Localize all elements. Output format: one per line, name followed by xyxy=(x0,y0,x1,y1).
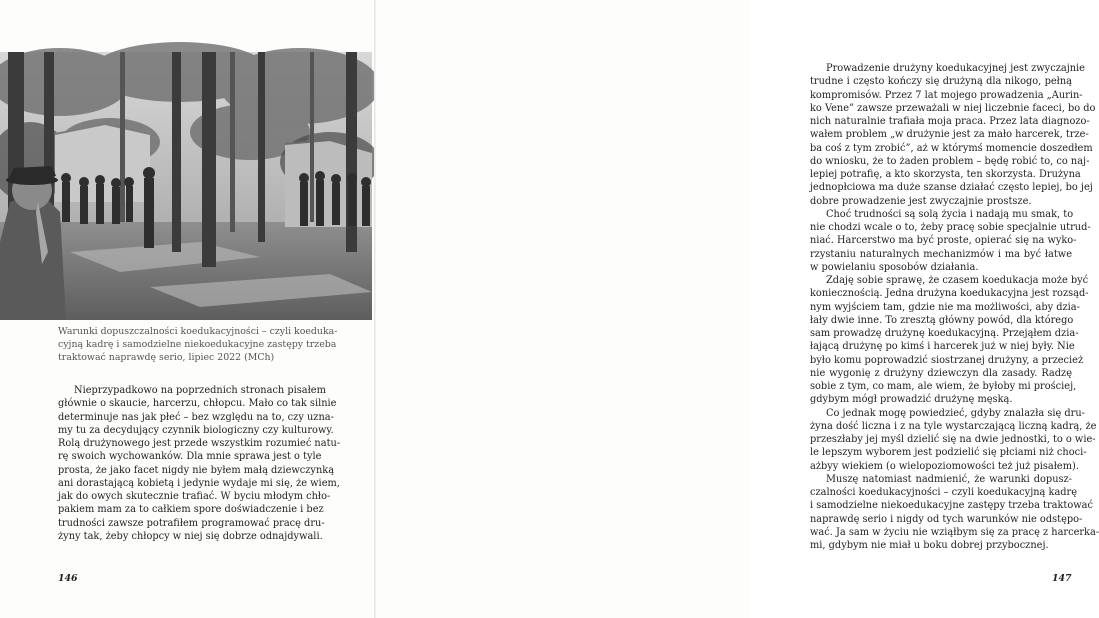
text-line: jak do owych skutecznie trafiać. W byciu młodym chło- xyxy=(58,491,331,502)
text-line: koniecznością. Jedna drużyna koedukacyjna jest rozsąd- xyxy=(810,288,1089,300)
text-line: rę swoich wychowanków. Dla mnie sprawa jest o tyle xyxy=(58,451,322,463)
right-page xyxy=(376,0,1099,618)
text-line: naprawdę serio i nigdy od tych warunków nie odstępo- xyxy=(810,513,1083,525)
page-number-right: 147 xyxy=(1052,573,1072,584)
text-line: niać. Harcerstwo ma być proste, opierać się na wyko- xyxy=(810,235,1077,247)
text-line: Zdaję sobie sprawę, że czasem koedukacja może być xyxy=(826,275,1089,286)
text-line: trudności zawsze potrafiłem programować pracę dru- xyxy=(58,517,325,529)
text-line: ani dorastającą kobietą i jedynie wydaje mi się, że wiem, xyxy=(58,477,340,489)
text-line: dobre prowadzenie jest zwyczajnie prostsze. xyxy=(810,195,1032,207)
text-line: my tu za decydujący czynnik biologiczny czy kulturowy. xyxy=(58,424,334,436)
text-line: nym wyjściem tam, gdzie nie ma możliwości, aby dzia- xyxy=(810,301,1080,313)
text-line: było komu poprowadzić siostrzanej drużyny, a przecież xyxy=(810,354,1084,366)
text-line: łały dwie inne. To zresztą główny powód, dla którego xyxy=(810,314,1074,326)
text-line: lepiej potrafię, a kto skorzysta, ten skorzysta. Drużyna xyxy=(810,169,1081,180)
text-line: Muszę natomiast nadmienić, że warunki dopusz- xyxy=(826,473,1072,485)
text-line: do wniosku, że to żaden problem – będę robić to, co naj- xyxy=(810,155,1090,167)
text-line: wałem problem „w drużynie jest za mało harcerek, trze- xyxy=(810,129,1089,141)
page-number-left: 146 xyxy=(58,573,78,584)
text-line: nie chodzi wcale o to, żeby pracę sobie specjalnie utrud- xyxy=(810,222,1091,233)
text-line: sobie z tym, co mam, ale wiem, że byłoby mi prościej, xyxy=(810,381,1077,392)
text-line: trudne i często kończy się drużyną dla nikogo, pełną xyxy=(810,76,1072,88)
text-line: i samodzielne niekoedukacyjne zastępy trzeba traktować xyxy=(810,500,1093,512)
text-line: kompromisów. Przez 7 lat mojego prowadzenia „Aurin- xyxy=(810,89,1083,101)
text-line: nie wygonię z drużyny dziewczyn dla zasady. Radzę xyxy=(810,367,1072,379)
text-line: rzystaniu naturalnych mechanizmów i ma być łatwe xyxy=(810,248,1072,260)
text-line: ko Vene” zawsze przeważali w niej liczebnie faceci, bo do xyxy=(810,102,1096,114)
text-line: pakiem mam za to całkiem spore doświadczenie i bez xyxy=(58,504,324,516)
text-line: Choć trudności są solą życia i nadają mu smak, to xyxy=(826,208,1074,220)
camp-photo xyxy=(0,52,372,320)
text-line: ażbyy wiekiem (o wielopoziomowości też już pisałem). xyxy=(810,460,1079,472)
text-line: w powielaniu sposobów działania. xyxy=(810,261,979,273)
text-line: prosta, że jako facet nigdy nie byłem małą dziewczynką xyxy=(58,464,335,476)
caption-line: cyjną kadrę i samodzielne niekoedukacyjne zastępy trzeba xyxy=(58,339,337,350)
text-line: mi, gdybym nie miał u boku dobrej przyboczneј. xyxy=(810,540,1049,551)
text-line: Nieprzypadkowo na poprzednich stronach pisałem xyxy=(74,385,326,396)
text-line: głównie o skaucie, harcerzu, chłopcu. Mało co tak silnie xyxy=(58,398,337,410)
camp-photo-illustration xyxy=(0,52,372,320)
text-line: czalności koedukacyjności – czyli koedukacyjną kadrę xyxy=(810,487,1078,498)
text-line: sam prowadzę drużynę koedukacyjną. Przejąłem dzia- xyxy=(810,328,1079,339)
right-page-body xyxy=(810,62,1099,552)
left-page-body xyxy=(58,384,341,543)
text-line: jednopłciowa ma duże szanse działać często lepiej, bo jej xyxy=(810,182,1093,194)
text-line: le lepszym wyborem jest podzielić się płciami niż choci- xyxy=(810,447,1087,459)
text-line: ba coś z tym zrobić”, aż w którymś momencie doszedłem xyxy=(810,142,1093,154)
text-line: nich naturalnie trafiała moja praca. Przez lata diagnozo- xyxy=(810,116,1090,127)
text-line: wać. Ja sam w życiu nie wziąłbym się za pracę z harcerka- xyxy=(810,526,1099,538)
caption-line: traktować naprawdę serio, lipiec 2022 (MCh) xyxy=(58,352,275,363)
text-line: Prowadzenie drużyny koedukacyjnej jest zwyczajnie xyxy=(826,63,1085,74)
text-line: Co jednak mogę powiedzieć, gdyby znalazła się dru- xyxy=(826,407,1085,419)
text-line: gdybym mógł prowadzić drużynę męską. xyxy=(810,394,1013,406)
text-line: żyna dość liczna i z na tyle wystarczającą liczną kadrą, że xyxy=(810,420,1097,432)
text-line: żyny tak, żeby chłopcy w niej się dobrze odnajdywali. xyxy=(58,530,323,542)
text-line: determinuje nas jak płeć – bez względu na to, czy uzna- xyxy=(58,411,334,423)
photo-caption xyxy=(58,325,338,364)
caption-line: Warunki dopuszczalności koedukacyjności – czyli koeduka- xyxy=(58,326,338,337)
text-line: łającą drużynę po kimś i harcerek już w niej były. Nie xyxy=(810,341,1075,353)
text-line: przeszłaby jej myśl dzielić się na dwie jednostki, to o wie- xyxy=(810,434,1096,445)
text-line: Rolą drużynowego jest przede wszystkim rozumieć natu- xyxy=(58,438,341,449)
left-page xyxy=(0,0,374,618)
